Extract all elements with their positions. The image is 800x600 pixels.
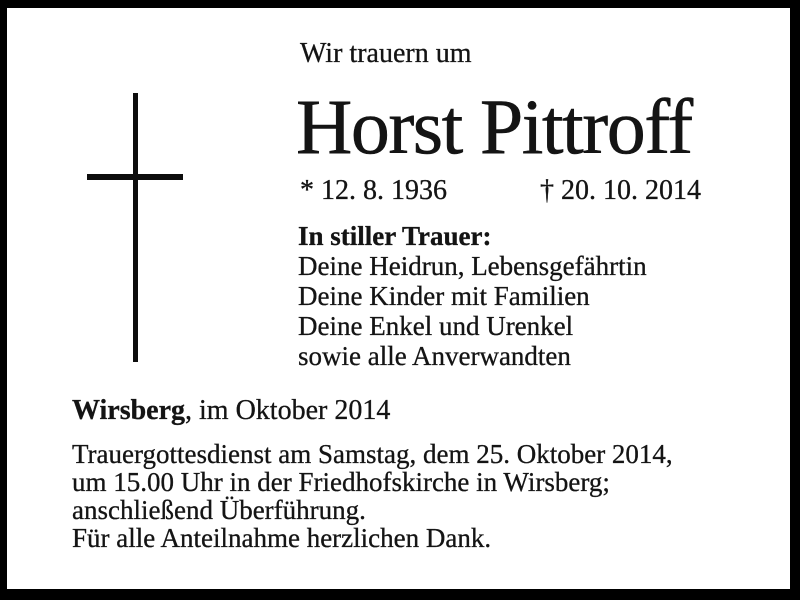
birth-date: * 12. 8. 1936 <box>300 175 447 206</box>
service-detail-line: anschließend Überführung. <box>72 495 366 525</box>
mourner-line: Deine Kinder mit Familien <box>298 281 590 311</box>
intro-text: Wir trauern um <box>300 38 472 69</box>
place-date-line <box>72 397 390 425</box>
service-detail-line: Für alle Anteilnahme herzlichen Dank. <box>72 523 492 553</box>
cross-vertical-bar <box>133 93 138 362</box>
mourning-block <box>298 221 647 371</box>
mourner-line: sowie alle Anverwandten <box>298 341 571 371</box>
place-date-rest: , im Oktober 2014 <box>185 395 391 426</box>
service-detail-line: um 15.00 Uhr in der Friedhofskirche in Wirsberg; <box>72 467 610 497</box>
deceased-name: Horst Pittroff <box>296 83 692 170</box>
mourner-line: Deine Enkel und Urenkel <box>298 311 574 341</box>
place-name: Wirsberg <box>72 395 186 426</box>
service-detail-line: Trauergottesdienst am Samstag, dem 25. Oktober 2014, <box>72 439 673 469</box>
cross-horizontal-bar <box>87 174 183 180</box>
service-details <box>72 440 673 552</box>
mourning-header: In stiller Trauer: <box>298 221 492 251</box>
mourner-line: Deine Heidrun, Lebensgefährtin <box>298 251 647 281</box>
death-date: † 20. 10. 2014 <box>540 175 701 206</box>
